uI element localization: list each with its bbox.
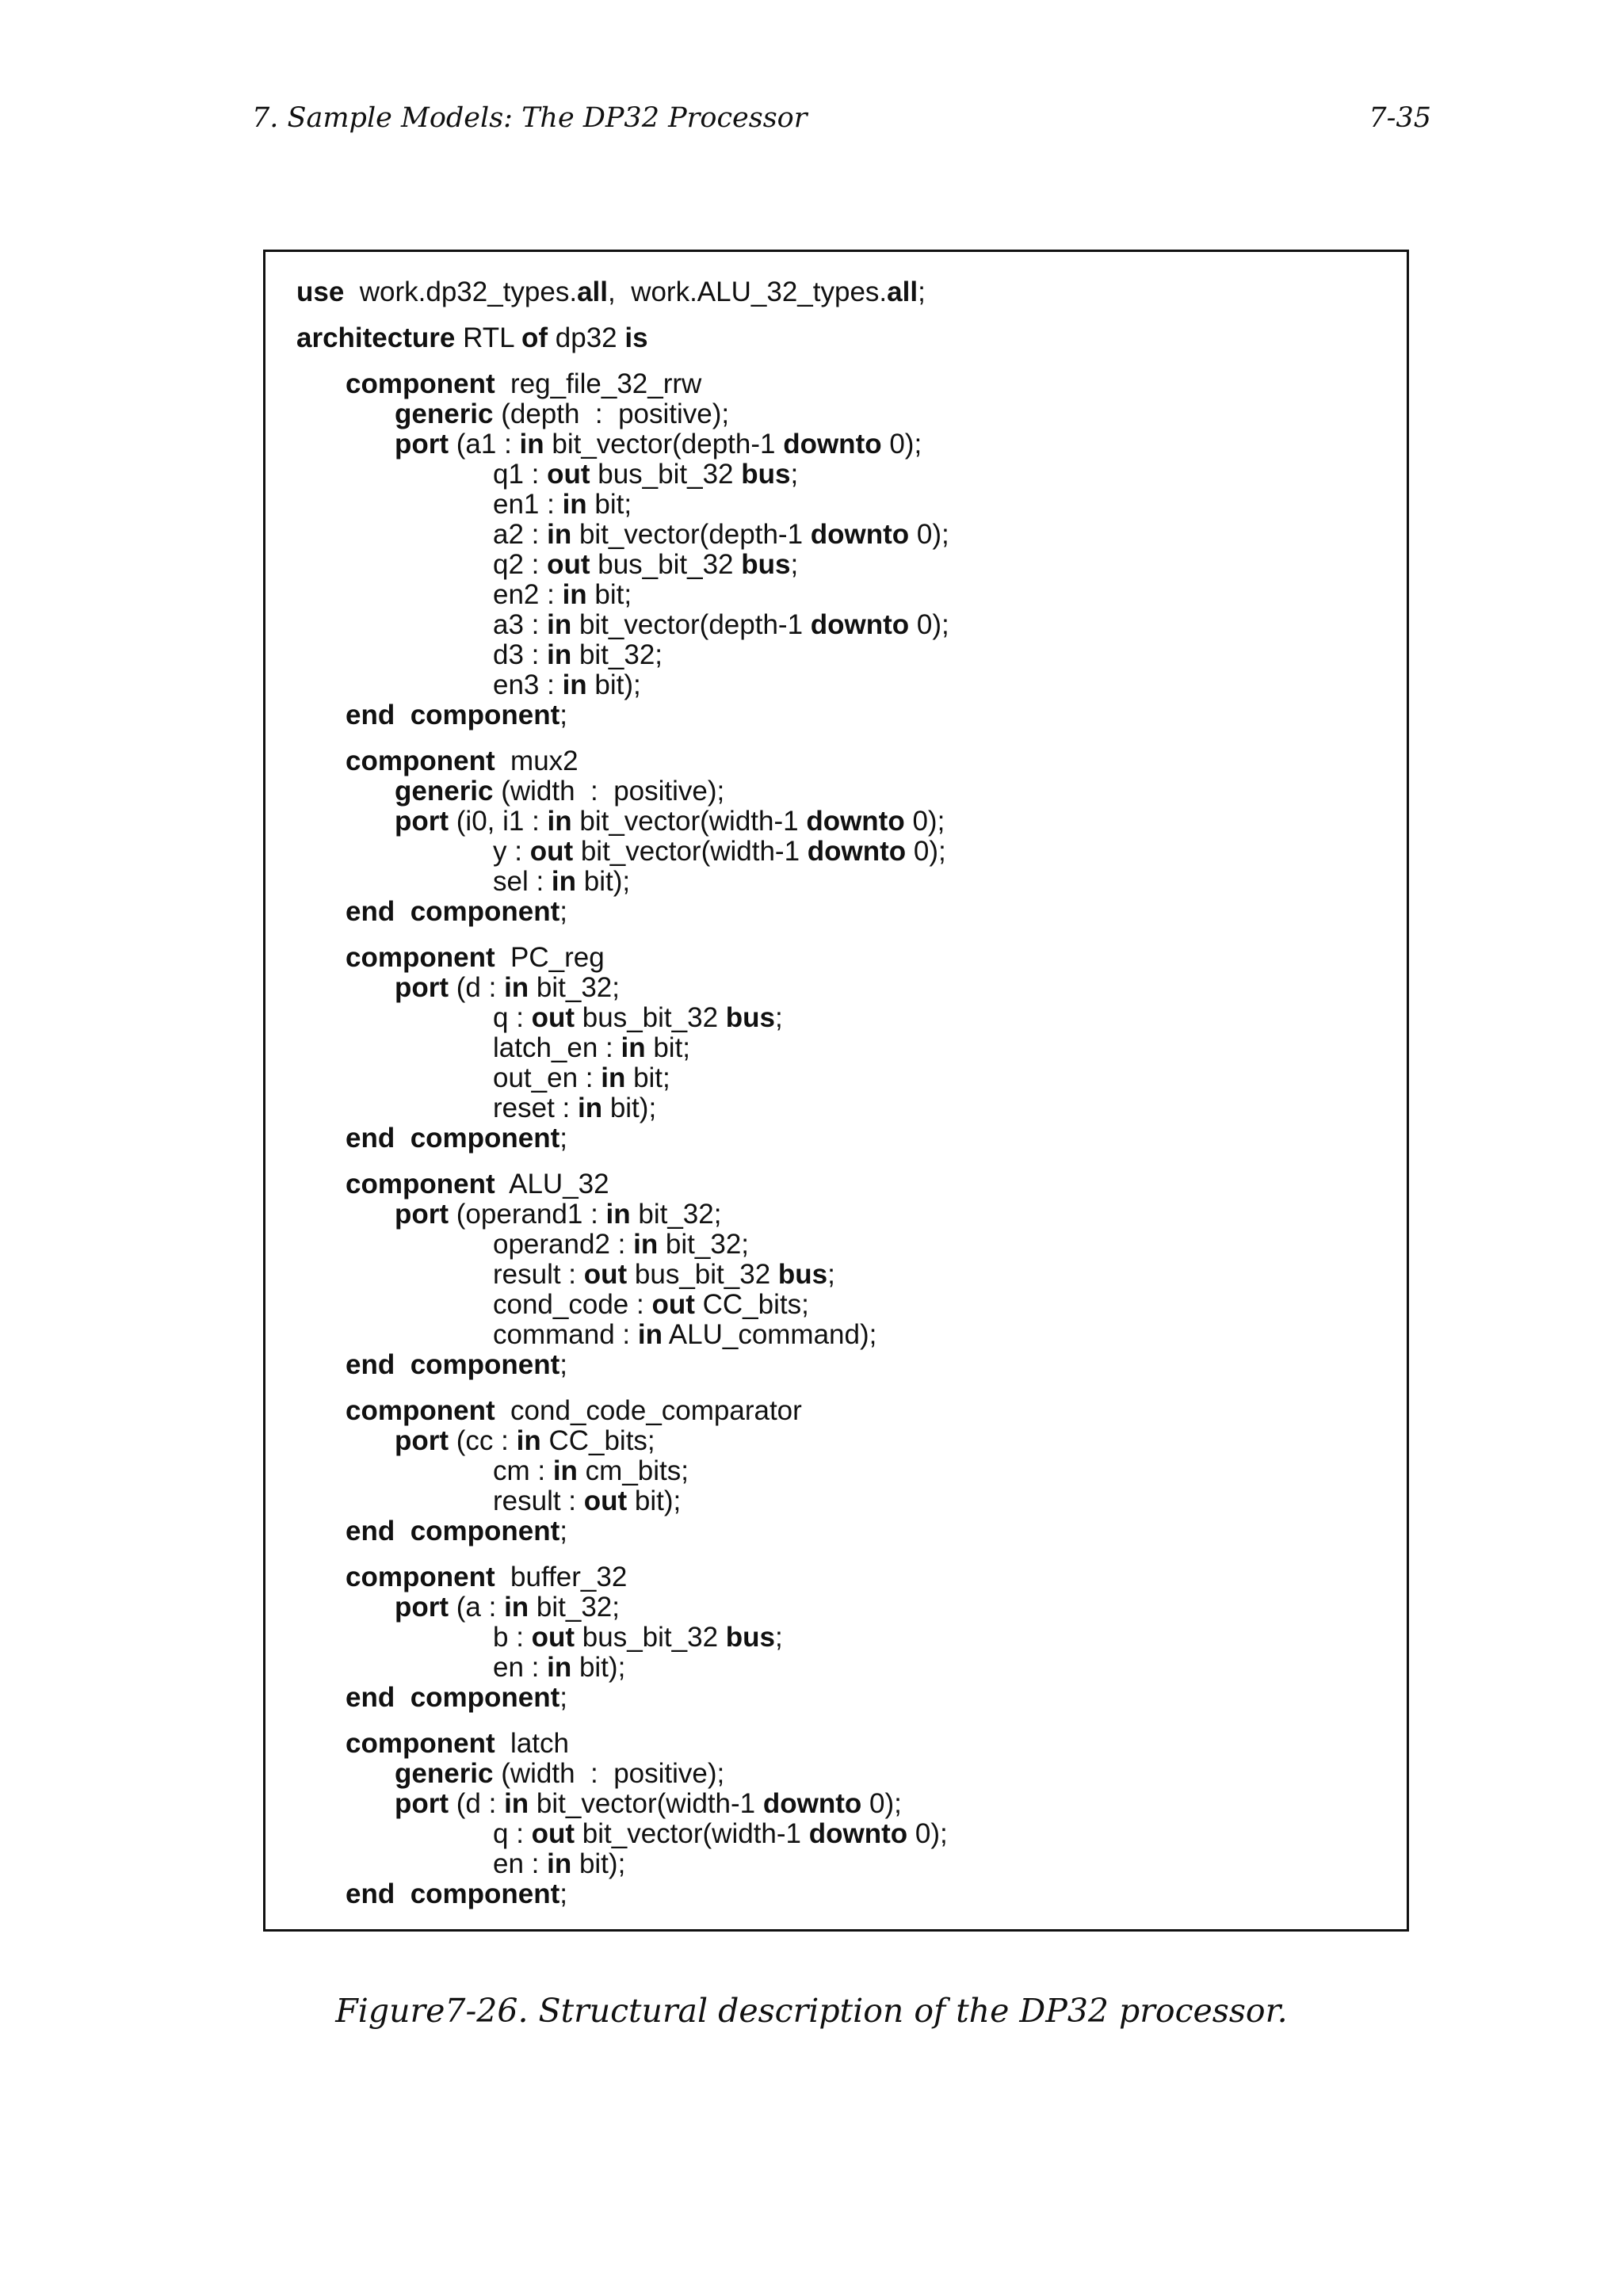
code-line	[296, 1230, 1391, 1260]
code-line	[296, 807, 1391, 837]
code-keyword: out	[651, 1289, 695, 1320]
code-text: bus_bit_32	[590, 459, 742, 490]
code-line	[296, 1290, 1391, 1320]
code-keyword: out	[529, 836, 574, 867]
code-keyword: in	[547, 639, 572, 670]
code-text: result :	[493, 1486, 584, 1516]
code-text: (width : positive);	[493, 1758, 725, 1789]
code-line	[296, 369, 1391, 399]
code-text: 0);	[906, 836, 946, 867]
code-text: CC_bits;	[694, 1289, 809, 1320]
code-line	[296, 1033, 1391, 1063]
code-text: bus_bit_32	[627, 1259, 778, 1290]
code-keyword: is	[624, 322, 648, 353]
code-keyword: in	[504, 1592, 529, 1623]
code-text: cond_code_comparator	[495, 1395, 802, 1426]
code-text: cond_code :	[493, 1289, 652, 1320]
code-line	[296, 1516, 1391, 1547]
code-text	[395, 896, 410, 927]
code-keyword: in	[633, 1229, 659, 1260]
code-keyword: component	[346, 942, 495, 973]
code-line	[296, 700, 1391, 730]
code-keyword: end	[346, 1682, 395, 1713]
code-keyword: in	[547, 806, 572, 837]
code-keyword: architecture	[296, 322, 456, 353]
code-keyword: in	[516, 1425, 541, 1456]
code-text: bit;	[586, 579, 632, 610]
code-text	[395, 1516, 410, 1547]
code-text: b :	[493, 1622, 532, 1653]
code-text: 0);	[904, 806, 945, 837]
code-line	[296, 520, 1391, 550]
code-line	[296, 610, 1391, 640]
code-line	[296, 1003, 1391, 1033]
code-text: d3 :	[493, 639, 548, 670]
code-keyword: downto	[762, 1788, 862, 1819]
code-text	[395, 1682, 410, 1713]
code-keyword: out	[531, 1002, 575, 1033]
code-line	[296, 640, 1391, 670]
code-keyword: component	[410, 1516, 560, 1547]
code-keyword: in	[562, 489, 587, 520]
code-text: bit;	[625, 1062, 670, 1093]
code-keyword: port	[395, 972, 449, 1003]
code-keyword: all	[887, 277, 918, 307]
code-line	[296, 1592, 1391, 1623]
code-text: bit;	[645, 1032, 691, 1063]
code-text: ;	[775, 1002, 783, 1033]
figure-caption: Figure7-26. Structural description of the DP32 processor.	[335, 1992, 1288, 2030]
code-keyword: component	[410, 1123, 560, 1154]
code-keyword: downto	[806, 806, 905, 837]
code-keyword: out	[531, 1622, 575, 1653]
code-text: (d :	[449, 1788, 505, 1819]
code-line	[296, 973, 1391, 1003]
code-line	[296, 323, 1391, 353]
code-line	[296, 1260, 1391, 1290]
code-text: bit_32;	[529, 972, 620, 1003]
code-keyword: bus	[777, 1259, 828, 1290]
code-text: bit);	[586, 669, 641, 700]
code-text: (depth : positive);	[493, 399, 730, 429]
code-text: out_en :	[493, 1062, 601, 1093]
code-line	[296, 277, 1391, 307]
code-text: 0);	[909, 609, 949, 640]
code-text: en :	[493, 1652, 548, 1683]
code-line	[296, 1849, 1391, 1879]
code-text: a2 :	[493, 519, 548, 550]
code-text: reg_file_32_rrw	[495, 368, 702, 399]
code-line	[296, 1456, 1391, 1486]
code-line	[296, 1486, 1391, 1516]
code-line	[296, 1396, 1391, 1426]
code-keyword: port	[395, 1425, 449, 1456]
code-text: en2 :	[493, 579, 563, 610]
code-keyword: end	[346, 896, 395, 927]
code-text: ;	[775, 1622, 783, 1653]
code-keyword: in	[552, 1455, 578, 1486]
code-text: cm_bits;	[577, 1455, 689, 1486]
code-text: ;	[559, 1123, 568, 1154]
code-text: sel :	[493, 866, 552, 897]
code-keyword: out	[547, 549, 590, 580]
code-keyword: in	[547, 609, 572, 640]
code-keyword: bus	[741, 549, 791, 580]
code-keyword: component	[346, 1728, 495, 1759]
chapter-title: 7. Sample Models: The DP32 Processor	[252, 102, 808, 134]
code-line	[296, 1123, 1391, 1154]
code-keyword: component	[346, 1562, 495, 1592]
code-line	[296, 1063, 1391, 1093]
code-keyword: generic	[395, 399, 494, 429]
code-keyword: downto	[783, 429, 882, 460]
code-text: ;	[559, 1349, 568, 1380]
code-keyword: generic	[395, 1758, 494, 1789]
code-keyword: in	[601, 1062, 626, 1093]
code-line	[296, 1759, 1391, 1789]
code-line	[296, 490, 1391, 520]
code-text: a3 :	[493, 609, 548, 640]
code-keyword: component	[410, 896, 560, 927]
code-text: en :	[493, 1848, 548, 1879]
code-keyword: in	[562, 579, 587, 610]
code-text: 0);	[907, 1818, 948, 1849]
code-text: ;	[559, 1682, 568, 1713]
code-text: dp32	[548, 322, 625, 353]
code-line	[296, 580, 1391, 610]
code-keyword: in	[547, 1848, 572, 1879]
code-text: RTL	[455, 322, 522, 353]
code-text: ;	[790, 459, 799, 490]
code-line	[296, 1169, 1391, 1199]
code-text: bit);	[576, 866, 631, 897]
code-text: bit_32;	[571, 639, 663, 670]
code-keyword: in	[547, 519, 572, 550]
code-keyword: in	[504, 1788, 529, 1819]
code-text: q :	[493, 1002, 532, 1033]
code-text: PC_reg	[495, 942, 605, 973]
code-line	[296, 429, 1391, 460]
code-text: buffer_32	[495, 1562, 628, 1592]
code-keyword: bus	[741, 459, 791, 490]
code-keyword: port	[395, 429, 449, 460]
code-line	[296, 1879, 1391, 1909]
code-line	[296, 1819, 1391, 1849]
code-text	[395, 1878, 410, 1909]
code-keyword: out	[583, 1259, 628, 1290]
code-keyword: port	[395, 1592, 449, 1623]
code-keyword: port	[395, 806, 449, 837]
code-line	[296, 1683, 1391, 1713]
code-text: bit;	[586, 489, 632, 520]
code-listing-box	[263, 250, 1409, 1932]
code-keyword: bus	[725, 1002, 776, 1033]
code-keyword: downto	[807, 836, 907, 867]
code-text: ALU_32	[495, 1169, 609, 1199]
code-keyword: in	[504, 972, 529, 1003]
code-keyword: in	[637, 1319, 663, 1350]
code-keyword: downto	[810, 519, 910, 550]
code-line	[296, 399, 1391, 429]
code-line	[296, 943, 1391, 973]
code-keyword: in	[547, 1652, 572, 1683]
code-keyword: component	[410, 700, 560, 730]
code-text: ;	[827, 1259, 835, 1290]
code-text: ;	[918, 277, 926, 307]
code-text: (a :	[449, 1592, 505, 1623]
code-line	[296, 1350, 1391, 1380]
code-keyword: port	[395, 1199, 449, 1230]
code-keyword: in	[577, 1093, 603, 1123]
code-text: operand2 :	[493, 1229, 634, 1260]
code-text: ;	[559, 1516, 568, 1547]
code-text: bit_vector(depth-1	[571, 609, 811, 640]
code-text: (d :	[449, 972, 505, 1003]
code-text: bit);	[627, 1486, 682, 1516]
code-line	[296, 1623, 1391, 1653]
code-text: (operand1 :	[449, 1199, 606, 1230]
code-text: bit_vector(depth-1	[571, 519, 811, 550]
code-text: command :	[493, 1319, 638, 1350]
code-text: bit_vector(width-1	[529, 1788, 763, 1819]
code-line	[296, 460, 1391, 490]
code-line	[296, 1320, 1391, 1350]
code-text: (cc :	[449, 1425, 517, 1456]
code-keyword: end	[346, 1516, 395, 1547]
code-text: ;	[559, 1878, 568, 1909]
code-text: bit_vector(depth-1	[544, 429, 784, 460]
code-keyword: end	[346, 1349, 395, 1380]
code-text: mux2	[495, 746, 579, 776]
code-text: bit_32;	[529, 1592, 620, 1623]
code-line	[296, 550, 1391, 580]
code-text: y :	[493, 836, 530, 867]
code-keyword: in	[562, 669, 587, 700]
code-line	[296, 867, 1391, 897]
code-text: bus_bit_32	[575, 1002, 726, 1033]
code-keyword: component	[346, 368, 495, 399]
code-text	[395, 1349, 410, 1380]
code-text: q :	[493, 1818, 532, 1849]
code-text: 0);	[909, 519, 949, 550]
code-keyword: out	[583, 1486, 628, 1516]
code-text: bit_vector(width-1	[575, 1818, 809, 1849]
code-keyword: bus	[725, 1622, 776, 1653]
code-text: ALU_command);	[662, 1319, 877, 1350]
code-text: bit_32;	[658, 1229, 750, 1260]
code-keyword: in	[551, 866, 577, 897]
code-line	[296, 1426, 1391, 1456]
code-keyword: component	[346, 746, 495, 776]
code-text: , work.ALU_32_types.	[608, 277, 888, 307]
code-line	[296, 897, 1391, 927]
page-number: 7-35	[1369, 102, 1431, 134]
code-keyword: out	[547, 459, 590, 490]
code-line	[296, 1199, 1391, 1230]
code-text: (width : positive);	[493, 776, 725, 807]
code-text: work.dp32_types.	[344, 277, 578, 307]
code-keyword: end	[346, 1878, 395, 1909]
code-text: bus_bit_32	[575, 1622, 726, 1653]
code-keyword: in	[605, 1199, 631, 1230]
code-line	[296, 746, 1391, 776]
code-keyword: end	[346, 700, 395, 730]
code-text: bit_32;	[630, 1199, 722, 1230]
vhdl-code-listing	[296, 277, 1391, 1909]
code-text	[395, 1123, 410, 1154]
code-text: CC_bits;	[540, 1425, 655, 1456]
code-text: latch	[495, 1728, 569, 1759]
code-text: bus_bit_32	[590, 549, 742, 580]
code-text: ;	[559, 700, 568, 730]
code-line	[296, 1653, 1391, 1683]
code-line	[296, 837, 1391, 867]
code-text: q1 :	[493, 459, 548, 490]
code-line	[296, 670, 1391, 700]
code-text: cm :	[493, 1455, 553, 1486]
code-text: bit);	[571, 1652, 626, 1683]
code-text: (i0, i1 :	[449, 806, 548, 837]
code-keyword: of	[521, 322, 548, 353]
code-keyword: use	[296, 277, 345, 307]
code-text: ;	[559, 896, 568, 927]
code-text: latch_en :	[493, 1032, 621, 1063]
running-head	[252, 98, 1431, 138]
code-keyword: generic	[395, 776, 494, 807]
code-line	[296, 1562, 1391, 1592]
code-line	[296, 1729, 1391, 1759]
code-text: 0);	[861, 1788, 902, 1819]
code-line	[296, 1093, 1391, 1123]
code-line	[296, 776, 1391, 807]
code-text: reset :	[493, 1093, 578, 1123]
code-keyword: component	[410, 1878, 560, 1909]
code-keyword: end	[346, 1123, 395, 1154]
code-text: en1 :	[493, 489, 563, 520]
code-text	[395, 700, 410, 730]
code-text: bit);	[571, 1848, 626, 1879]
code-keyword: port	[395, 1788, 449, 1819]
code-text: (a1 :	[449, 429, 520, 460]
code-text: ;	[790, 549, 799, 580]
code-keyword: in	[519, 429, 544, 460]
code-keyword: component	[346, 1169, 495, 1199]
code-line	[296, 1789, 1391, 1819]
code-keyword: downto	[810, 609, 910, 640]
code-text: en3 :	[493, 669, 563, 700]
code-text: bit_vector(width-1	[571, 806, 807, 837]
code-keyword: downto	[808, 1818, 908, 1849]
code-keyword: component	[410, 1349, 560, 1380]
code-keyword: in	[621, 1032, 646, 1063]
code-text: 0);	[881, 429, 922, 460]
code-keyword: component	[346, 1395, 495, 1426]
code-keyword: component	[410, 1682, 560, 1713]
code-text: q2 :	[493, 549, 548, 580]
code-text: bit);	[602, 1093, 657, 1123]
code-keyword: out	[531, 1818, 575, 1849]
code-text: result :	[493, 1259, 584, 1290]
code-keyword: all	[577, 277, 609, 307]
code-text: bit_vector(width-1	[573, 836, 808, 867]
